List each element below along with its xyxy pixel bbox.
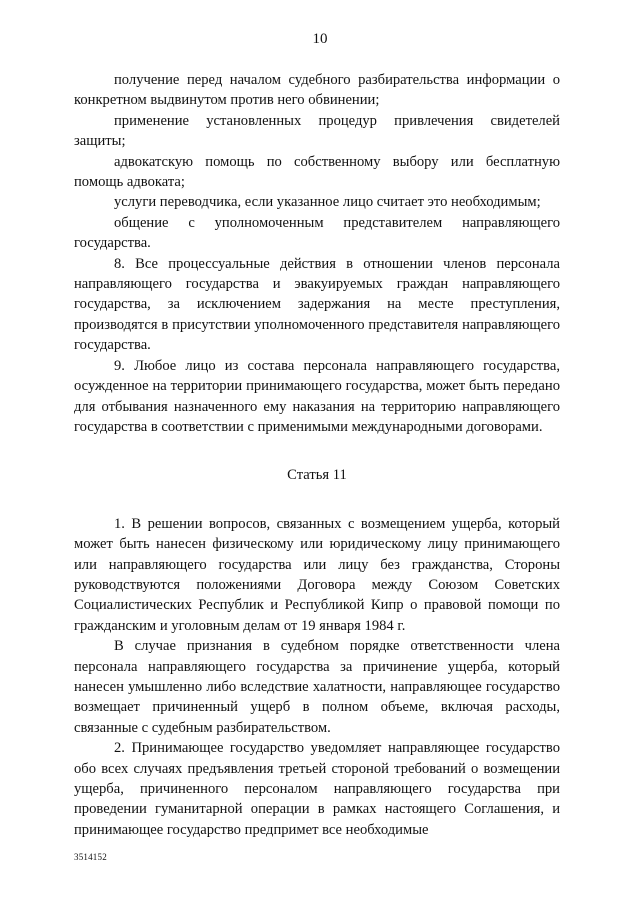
paragraph-4: услуги переводчика, если указанное лицо считает это необходимым; (114, 194, 541, 211)
paragraph-7: 9. Любое лицо из состава персонала направляющего государства, осужденное на территории принимающего государства, может быть передано для отбывания назначенного ему наказания на территорию направляющего государства в соответствии с применимыми международными договорами. (74, 357, 560, 435)
paragraph-9: В случае признания в судебном порядке ответственности члена персонала направляющего государства за причинение ущерба, который нанесен умышленно либо вследствие халатности, направляющее государство возмещает причиненный ущерб в полном объеме, включая расходы, связанные с судебным разбирательством. (74, 638, 560, 736)
document-code: 3514152 (74, 852, 107, 862)
document-body (74, 70, 560, 840)
paragraph-6: 8. Все процессуальные действия в отношении членов персонала направляющего государства и эвакуируемых граждан направляющего государства, за исключением задержания на месте преступления, производятся в присутствии уполномоченного представителя направляющего государства. (74, 255, 560, 354)
paragraph-10: 2. Принимающее государство уведомляет направляющее государство обо всех случаях предъявления третьей стороной требований о возмещении ущерба, причиненного персоналом направляющего государства при проведении гуманитарной операции в рамках настоящего Соглашения, и принимающее государство предпримет все необходимые (74, 740, 560, 838)
paragraph-3: адвокатскую помощь по собственному выбору или бесплатную помощь адвоката; (74, 153, 560, 191)
article-title: Статья 11 (287, 467, 347, 484)
page-number: 10 (312, 31, 328, 47)
paragraph-1: получение перед началом судебного разбирательства информации о конкретном выдвинутом против него обвинении; (74, 72, 560, 109)
paragraph-5: общение с уполномоченным представителем направляющего государства. (74, 214, 560, 252)
paragraph-8: 1. В решении вопросов, связанных с возмещением ущерба, который может быть нанесен физическому или юридическому лицу принимающего или направляющего государства или лицу без гражданства, Стороны руководствуются положениями Договора между Союзом Советских Социалистических Республик и Республикой Кипр о правовой помощи по гражданским и уголовным делам от 19 января 1984 г. (74, 515, 560, 634)
paragraph-2: применение установленных процедур привлечения свидетелей защиты; (74, 112, 560, 150)
